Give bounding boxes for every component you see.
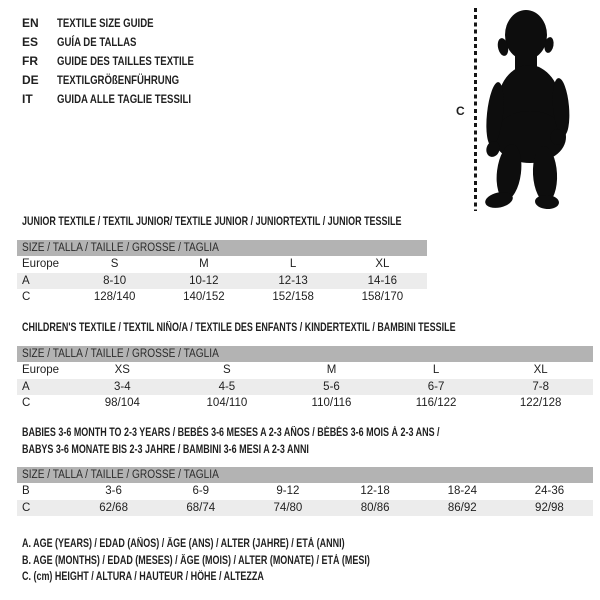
size-cell: XS bbox=[114, 364, 130, 377]
row-label: A bbox=[22, 274, 30, 287]
age-cell: 5-6 bbox=[323, 380, 340, 393]
footnote-b bbox=[22, 553, 468, 570]
row-label: C bbox=[22, 501, 31, 514]
size-header-text: SIZE / TALLA / TAILLE / GRÖSSE / TAGLIA bbox=[22, 469, 219, 481]
language-label: GUIDA ALLE TAGLIE TESSILI bbox=[57, 91, 192, 106]
months-cell: 24-36 bbox=[534, 485, 565, 498]
height-cell: 86/92 bbox=[447, 501, 477, 514]
table-row-age bbox=[17, 379, 593, 396]
age-cell: 7-8 bbox=[532, 380, 549, 393]
language-code: EN bbox=[22, 15, 39, 30]
footnote-text: B. AGE (MONTHS) / EDAD (MESES) / ÂGE (MOIS) / ALTER (MONATE) / ETÀ (MESI) bbox=[22, 554, 370, 567]
table-row-europe bbox=[17, 256, 427, 273]
height-cell: 98/104 bbox=[104, 397, 140, 410]
size-cell: S bbox=[110, 258, 119, 271]
language-label: GUIDE DES TAILLES TEXTILE bbox=[57, 53, 194, 68]
babies-size-table bbox=[17, 467, 593, 516]
age-cell: 10-12 bbox=[189, 274, 219, 287]
table-row-months bbox=[17, 483, 593, 500]
height-cell: 62/68 bbox=[99, 501, 128, 514]
months-cell: 18-24 bbox=[447, 485, 477, 498]
row-label: Europe bbox=[22, 364, 60, 377]
row-label: A bbox=[22, 380, 30, 393]
table-row-europe bbox=[17, 362, 593, 379]
size-cell: L bbox=[432, 364, 440, 377]
language-label: TEXTILGRÖßENFÜHRUNG bbox=[57, 72, 180, 87]
babies-table-title-line1 bbox=[22, 427, 557, 440]
footnote-c bbox=[22, 569, 468, 586]
children-size-table bbox=[17, 346, 593, 412]
row-label: Europe bbox=[22, 258, 60, 271]
baby-silhouette-icon bbox=[485, 9, 571, 211]
row-label: B bbox=[22, 485, 30, 498]
size-cell: L bbox=[289, 258, 297, 271]
footnote-text: C. (cm) HEIGHT / ALTURA / HAUTEUR / HÖHE / ALTEZZA bbox=[22, 571, 264, 584]
size-cell: XL bbox=[375, 258, 390, 271]
language-code: IT bbox=[22, 91, 33, 106]
language-row-en bbox=[22, 13, 228, 32]
age-cell: 8-10 bbox=[103, 274, 127, 287]
height-cell: 122/128 bbox=[519, 397, 562, 410]
size-cell: XL bbox=[533, 364, 548, 377]
months-cell: 12-18 bbox=[360, 485, 390, 498]
height-measure-label: C bbox=[456, 104, 465, 118]
junior-size-table bbox=[17, 240, 427, 306]
language-title-list bbox=[22, 13, 228, 108]
language-row-fr bbox=[22, 51, 228, 70]
children-table-title-text: CHILDREN'S TEXTILE / TEXTIL NIÑO/A / TEXTILE DES ENFANTS / KINDERTEXTIL / BAMBINI TESSILE bbox=[22, 322, 456, 334]
size-header-bar bbox=[17, 467, 593, 483]
size-cell: S bbox=[223, 364, 231, 377]
language-row-it bbox=[22, 89, 228, 108]
age-cell: 12-13 bbox=[278, 274, 308, 287]
junior-table-title bbox=[22, 216, 508, 229]
table-row-height bbox=[17, 395, 593, 412]
babies-table-title-text: BABYS 3-6 MONATE BIS 2-3 JAHRE / BAMBINI 3-6 MESI A 2-3 ANNI bbox=[22, 444, 309, 456]
height-cell: 74/80 bbox=[273, 501, 303, 514]
size-header-bar bbox=[17, 346, 593, 362]
height-cell: 116/122 bbox=[415, 397, 457, 410]
months-cell: 9-12 bbox=[276, 485, 300, 498]
language-label: TEXTILE SIZE GUIDE bbox=[57, 15, 154, 30]
height-cell: 128/140 bbox=[93, 291, 136, 304]
age-cell: 3-4 bbox=[113, 380, 131, 393]
size-cell: M bbox=[199, 258, 209, 271]
children-table-title bbox=[22, 322, 578, 335]
junior-table-title-text: JUNIOR TEXTILE / TEXTIL JUNIOR/ TEXTILE JUNIOR / JUNIORTEXTIL / JUNIOR TESSILE bbox=[22, 216, 402, 228]
size-header-bar bbox=[17, 240, 427, 256]
language-row-es bbox=[22, 32, 228, 51]
months-cell: 3-6 bbox=[105, 485, 122, 498]
height-cell: 152/158 bbox=[272, 291, 314, 304]
size-header-text: SIZE / TALLA / TAILLE / GRÖSSE / TAGLIA bbox=[22, 242, 219, 254]
row-label: C bbox=[22, 291, 31, 304]
size-cell: M bbox=[326, 364, 337, 377]
babies-table-title-line2 bbox=[22, 444, 390, 457]
language-label: GUÍA DE TALLAS bbox=[57, 34, 137, 49]
language-code: ES bbox=[22, 34, 39, 49]
height-cell: 104/110 bbox=[206, 397, 248, 410]
months-cell: 6-9 bbox=[192, 485, 210, 498]
height-cell: 80/86 bbox=[360, 501, 390, 514]
height-cell: 140/152 bbox=[183, 291, 225, 304]
size-header-text: SIZE / TALLA / TAILLE / GRÖSSE / TAGLIA bbox=[22, 348, 219, 360]
height-measure-dashed-line bbox=[474, 8, 477, 211]
footnote-a bbox=[22, 536, 468, 553]
footnote-text: A. AGE (YEARS) / EDAD (AÑOS) / ÂGE (ANS) / ALTER (JAHRE) / ETÀ (ANNI) bbox=[22, 538, 345, 551]
height-cell: 68/74 bbox=[186, 501, 216, 514]
age-cell: 4-5 bbox=[218, 380, 236, 393]
height-cell: 92/98 bbox=[535, 501, 564, 514]
age-cell: 6-7 bbox=[427, 380, 445, 393]
table-row-height bbox=[17, 500, 593, 517]
legend-footnotes bbox=[22, 536, 468, 586]
height-cell: 158/170 bbox=[361, 291, 404, 304]
language-code: DE bbox=[22, 72, 39, 87]
language-code: FR bbox=[22, 53, 38, 68]
height-cell: 110/116 bbox=[311, 397, 352, 410]
row-label: C bbox=[22, 397, 31, 410]
age-cell: 14-16 bbox=[367, 274, 398, 287]
language-row-de bbox=[22, 70, 228, 89]
table-row-height bbox=[17, 289, 427, 306]
babies-table-title-text: BABIES 3-6 MONTH TO 2-3 YEARS / BEBÉS 3-6 MESES A 2-3 AÑOS / BÉBÉS 3-6 MOIS À 2-3 ANS / bbox=[22, 427, 440, 439]
table-row-age bbox=[17, 273, 427, 290]
